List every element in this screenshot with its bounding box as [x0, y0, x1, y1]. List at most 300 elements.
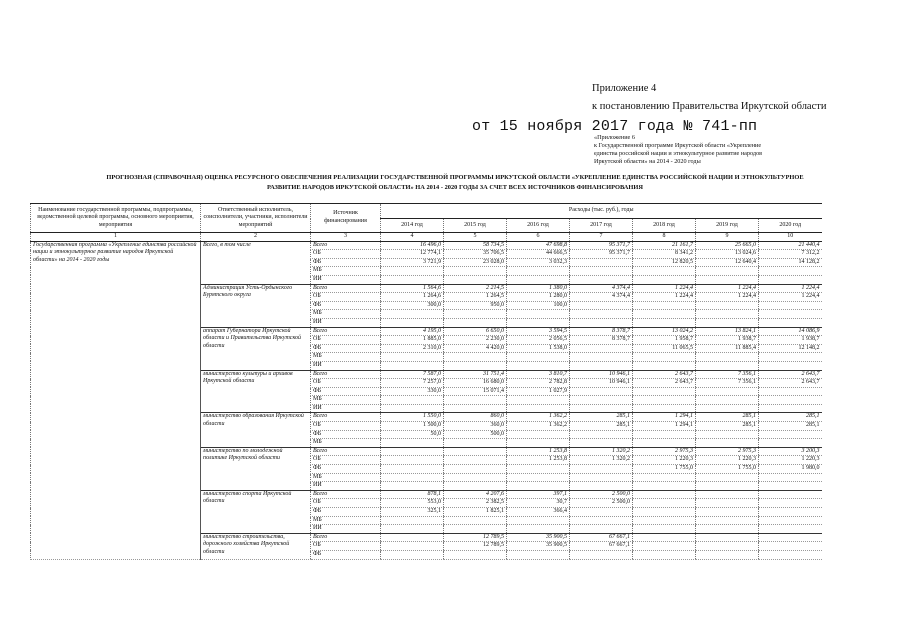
value-cell: 10 946,1	[570, 370, 633, 379]
value-cell	[444, 275, 507, 284]
value-cell	[570, 439, 633, 448]
value-cell: 7 587,0	[381, 370, 444, 379]
value-cell: 4 374,4	[570, 293, 633, 302]
value-cell: 397,1	[507, 490, 570, 499]
value-cell	[507, 482, 570, 491]
header-year: 2016 год	[507, 219, 570, 233]
value-cell: 12 774,1	[381, 250, 444, 259]
value-cell	[759, 508, 822, 517]
value-cell	[570, 482, 633, 491]
value-cell: 1 755,0	[633, 465, 696, 474]
value-cell	[444, 267, 507, 276]
value-cell	[444, 361, 507, 370]
source-cell: МБ	[311, 396, 381, 405]
value-cell	[381, 465, 444, 474]
value-cell: 1 362,2	[507, 413, 570, 422]
value-cell	[381, 516, 444, 525]
value-cell	[507, 275, 570, 284]
value-cell: 1 958,7	[633, 336, 696, 345]
value-cell	[759, 490, 822, 499]
value-cell	[507, 430, 570, 439]
value-cell	[633, 516, 696, 525]
value-cell	[696, 301, 759, 310]
value-cell: 1 320,2	[570, 456, 633, 465]
value-cell: 330,0	[381, 387, 444, 396]
column-number: 1	[31, 233, 201, 242]
value-cell: 1 538,0	[507, 344, 570, 353]
column-number: 4	[381, 233, 444, 242]
value-cell: 16 680,0	[444, 379, 507, 388]
value-cell	[507, 318, 570, 327]
value-cell	[696, 387, 759, 396]
value-cell: 1 938,7	[759, 336, 822, 345]
value-cell	[444, 550, 507, 559]
value-cell	[633, 353, 696, 362]
source-cell: Всего	[311, 447, 381, 456]
executor-cell: министерство образования Иркутской области	[201, 413, 311, 447]
value-cell	[570, 344, 633, 353]
value-cell	[633, 499, 696, 508]
value-cell	[444, 353, 507, 362]
value-cell: 8 378,7	[570, 327, 633, 336]
value-cell	[696, 533, 759, 542]
value-cell	[570, 258, 633, 267]
column-number: 5	[444, 233, 507, 242]
value-cell: 14 128,2	[759, 258, 822, 267]
value-cell: 30,7	[507, 499, 570, 508]
value-cell	[507, 550, 570, 559]
value-cell: 67 667,1	[570, 542, 633, 551]
value-cell	[444, 465, 507, 474]
source-cell: ФБ	[311, 465, 381, 474]
source-cell: ФБ	[311, 301, 381, 310]
value-cell: 2 975,3	[696, 447, 759, 456]
value-cell: 2 643,7	[759, 370, 822, 379]
value-cell	[381, 550, 444, 559]
executor-cell: министерство по молодежной политике Иркутской области	[201, 447, 311, 490]
value-cell: 35 900,5	[507, 533, 570, 542]
value-cell	[633, 430, 696, 439]
value-cell	[633, 533, 696, 542]
value-cell	[759, 533, 822, 542]
value-cell	[633, 550, 696, 559]
value-cell: 1 224,4	[759, 293, 822, 302]
value-cell: 8 341,2	[633, 250, 696, 259]
source-cell: ИИ	[311, 275, 381, 284]
value-cell: 2 643,7	[633, 379, 696, 388]
value-cell	[381, 456, 444, 465]
value-cell: 7 356,1	[696, 379, 759, 388]
value-cell: 285,1	[759, 413, 822, 422]
value-cell	[696, 275, 759, 284]
value-cell: 2 782,8	[507, 379, 570, 388]
executor-cell: министерство спорта Иркутской области	[201, 490, 311, 533]
value-cell	[759, 430, 822, 439]
value-cell	[570, 508, 633, 517]
value-cell: 11 885,4	[696, 344, 759, 353]
value-cell: 6 650,0	[444, 327, 507, 336]
value-cell: 1 564,6	[381, 284, 444, 293]
value-cell: 4 195,0	[381, 327, 444, 336]
value-cell	[381, 310, 444, 319]
value-cell: 10 946,1	[570, 379, 633, 388]
value-cell: 13 824,1	[696, 327, 759, 336]
value-cell	[381, 525, 444, 534]
source-cell: Всего	[311, 327, 381, 336]
value-cell	[759, 404, 822, 413]
header-expenses: Расходы (тыс. руб.), годы	[381, 204, 822, 219]
value-cell	[570, 404, 633, 413]
value-cell	[696, 550, 759, 559]
value-cell	[696, 353, 759, 362]
value-cell	[759, 396, 822, 405]
value-cell: 25 665,0	[696, 241, 759, 250]
value-cell	[444, 396, 507, 405]
value-cell: 100,0	[507, 301, 570, 310]
source-cell: ОБ	[311, 499, 381, 508]
value-cell: 300,0	[381, 301, 444, 310]
value-cell: 360,0	[444, 422, 507, 431]
source-cell: Всего	[311, 241, 381, 250]
value-cell: 14 086,9	[759, 327, 822, 336]
value-cell	[507, 465, 570, 474]
value-cell	[444, 482, 507, 491]
value-cell: 35 900,5	[507, 542, 570, 551]
value-cell	[633, 275, 696, 284]
value-cell: 1 500,0	[381, 422, 444, 431]
value-cell	[507, 439, 570, 448]
value-cell: 2 214,5	[444, 284, 507, 293]
value-cell: 1 294,1	[633, 422, 696, 431]
value-cell: 2 643,7	[633, 370, 696, 379]
value-cell: 1 380,0	[507, 284, 570, 293]
column-number: 9	[696, 233, 759, 242]
value-cell: 2 230,0	[444, 336, 507, 345]
value-cell: 1 320,2	[570, 447, 633, 456]
value-cell	[759, 353, 822, 362]
source-cell: ИИ	[311, 404, 381, 413]
executor-cell: Всего, в том числе	[201, 241, 311, 284]
value-cell: 12 789,5	[444, 533, 507, 542]
value-cell	[759, 439, 822, 448]
funding-table	[30, 203, 822, 560]
value-cell: 1 755,0	[696, 465, 759, 474]
value-cell	[696, 361, 759, 370]
value-cell	[759, 525, 822, 534]
source-cell: ОБ	[311, 456, 381, 465]
value-cell: 285,1	[696, 422, 759, 431]
value-cell	[444, 456, 507, 465]
value-cell: 1 224,4	[759, 284, 822, 293]
source-cell: ИИ	[311, 482, 381, 491]
value-cell	[570, 353, 633, 362]
value-cell: 2 643,7	[759, 379, 822, 388]
value-cell	[696, 310, 759, 319]
value-cell: 47 698,8	[507, 241, 570, 250]
source-cell: ОБ	[311, 336, 381, 345]
value-cell: 1 362,2	[507, 422, 570, 431]
value-cell	[759, 301, 822, 310]
value-cell: 7 356,1	[696, 370, 759, 379]
value-cell: 3 721,9	[381, 258, 444, 267]
source-cell: ИИ	[311, 318, 381, 327]
value-cell: 21 161,7	[633, 241, 696, 250]
value-cell: 31 751,4	[444, 370, 507, 379]
value-cell	[381, 404, 444, 413]
value-cell: 7 257,0	[381, 379, 444, 388]
value-cell: 16 496,0	[381, 241, 444, 250]
value-cell	[381, 318, 444, 327]
header-year: 2018 год	[633, 219, 696, 233]
source-cell: ОБ	[311, 422, 381, 431]
value-cell	[507, 404, 570, 413]
header-year: 2020 год	[759, 219, 822, 233]
value-cell	[381, 447, 444, 456]
value-cell: 1 224,4	[696, 293, 759, 302]
value-cell: 15 071,4	[444, 387, 507, 396]
value-cell: 1 938,7	[696, 336, 759, 345]
document-title-continued: РАЗВИТИЕ НАРОДОВ ИРКУТСКОЙ ОБЛАСТИ» НА 2014 - 2020 ГОДЫ ЗА СЧЕТ ВСЕХ ИСТОЧНИКОВ ФИНАНСИРОВАНИЯ	[267, 184, 643, 191]
value-cell	[696, 396, 759, 405]
value-cell	[759, 499, 822, 508]
header-funding-source: Источник финансирования	[311, 204, 381, 233]
header-year: 2014 год	[381, 219, 444, 233]
source-cell: МБ	[311, 516, 381, 525]
value-cell	[633, 310, 696, 319]
value-cell	[507, 353, 570, 362]
value-cell: 3 032,3	[507, 258, 570, 267]
value-cell	[444, 318, 507, 327]
value-cell: 285,1	[696, 413, 759, 422]
value-cell	[444, 516, 507, 525]
value-cell: 1 885,0	[381, 336, 444, 345]
value-cell: 1 220,3	[633, 456, 696, 465]
sub-appendix-line: Иркутской области» на 2014 - 2020 годы	[594, 158, 701, 165]
value-cell	[570, 301, 633, 310]
value-cell	[696, 542, 759, 551]
value-cell: 1 253,8	[507, 456, 570, 465]
value-cell	[570, 387, 633, 396]
value-cell	[570, 267, 633, 276]
value-cell	[633, 482, 696, 491]
value-cell: 58 734,5	[444, 241, 507, 250]
value-cell: 12 640,4	[696, 258, 759, 267]
value-cell: 12 820,5	[633, 258, 696, 267]
value-cell	[633, 301, 696, 310]
value-cell: 3 810,7	[507, 370, 570, 379]
value-cell: 285,1	[759, 422, 822, 431]
value-cell: 8 378,7	[570, 336, 633, 345]
header-year: 2017 год	[570, 219, 633, 233]
value-cell	[696, 430, 759, 439]
value-cell: 13 024,2	[633, 327, 696, 336]
value-cell	[633, 387, 696, 396]
value-cell: 13 024,6	[696, 250, 759, 259]
column-number: 3	[311, 233, 381, 242]
source-cell: ФБ	[311, 344, 381, 353]
value-cell	[507, 473, 570, 482]
value-cell	[507, 361, 570, 370]
sub-appendix-line: единства российской нации и этнокультурное развитие народов	[594, 150, 763, 157]
value-cell	[570, 473, 633, 482]
header-row	[31, 204, 822, 219]
value-cell	[759, 550, 822, 559]
value-cell: 35 706,5	[444, 250, 507, 259]
value-cell	[444, 404, 507, 413]
value-cell: 1 220,3	[696, 456, 759, 465]
value-cell	[759, 361, 822, 370]
value-cell: 1 280,0	[507, 293, 570, 302]
value-cell: 4 207,6	[444, 490, 507, 499]
value-cell	[759, 482, 822, 491]
value-cell: 1 224,4	[633, 284, 696, 293]
value-cell	[759, 387, 822, 396]
value-cell	[570, 310, 633, 319]
value-cell	[696, 482, 759, 491]
value-cell	[696, 499, 759, 508]
value-cell	[381, 482, 444, 491]
value-cell	[381, 361, 444, 370]
value-cell: 1 253,8	[507, 447, 570, 456]
value-cell: 23 028,0	[444, 258, 507, 267]
value-cell: 1 027,9	[507, 387, 570, 396]
value-cell	[570, 275, 633, 284]
value-cell	[381, 473, 444, 482]
value-cell: 285,1	[570, 413, 633, 422]
value-cell: 2 975,3	[633, 447, 696, 456]
value-cell	[381, 396, 444, 405]
sub-appendix-line: «Приложение 6	[594, 134, 635, 141]
source-cell: Всего	[311, 533, 381, 542]
value-cell: 12 148,2	[759, 344, 822, 353]
value-cell	[570, 516, 633, 525]
source-cell: Всего	[311, 490, 381, 499]
source-cell: МБ	[311, 353, 381, 362]
value-cell: 950,0	[444, 301, 507, 310]
source-cell: ФБ	[311, 387, 381, 396]
value-cell	[633, 396, 696, 405]
resolution-date: от 15 ноября 2017 года № 741-пп	[472, 118, 758, 135]
value-cell	[570, 525, 633, 534]
value-cell	[696, 439, 759, 448]
value-cell	[633, 542, 696, 551]
value-cell	[633, 439, 696, 448]
value-cell: 1 550,0	[381, 413, 444, 422]
source-cell: ФБ	[311, 550, 381, 559]
value-cell	[633, 508, 696, 517]
value-cell	[444, 473, 507, 482]
source-cell: ОБ	[311, 250, 381, 259]
value-cell: 1 224,4	[633, 293, 696, 302]
value-cell	[759, 516, 822, 525]
value-cell	[633, 525, 696, 534]
column-number-row	[31, 233, 822, 242]
value-cell: 2 056,5	[507, 336, 570, 345]
value-cell: 3 200,3	[759, 447, 822, 456]
value-cell: 12 789,5	[444, 542, 507, 551]
value-cell	[381, 275, 444, 284]
value-cell: 95 371,7	[570, 241, 633, 250]
value-cell: 1 264,5	[444, 293, 507, 302]
value-cell: 4 420,0	[444, 344, 507, 353]
table-row	[31, 241, 822, 250]
value-cell	[381, 533, 444, 542]
header-program-name: Наименование государственной программы, подпрограммы, ведомственной целевой программы, основного мероприятия, мероприятия	[31, 204, 201, 233]
value-cell	[381, 542, 444, 551]
value-cell: 1 220,3	[759, 456, 822, 465]
value-cell	[570, 465, 633, 474]
value-cell	[507, 310, 570, 319]
value-cell	[507, 516, 570, 525]
value-cell: 11 065,5	[633, 344, 696, 353]
source-cell: ОБ	[311, 293, 381, 302]
value-cell: 4 374,4	[570, 284, 633, 293]
value-cell	[633, 318, 696, 327]
source-cell: Всего	[311, 284, 381, 293]
value-cell	[507, 267, 570, 276]
resolution-reference: к постановлению Правительства Иркутской области	[592, 101, 827, 112]
value-cell	[444, 310, 507, 319]
value-cell	[696, 267, 759, 276]
value-cell	[696, 525, 759, 534]
value-cell: 95 371,7	[570, 250, 633, 259]
source-cell: ФБ	[311, 430, 381, 439]
value-cell: 500,0	[444, 430, 507, 439]
executor-cell: Администрация Усть-Ордынского Бурятского округа	[201, 284, 311, 327]
value-cell	[696, 473, 759, 482]
column-number: 7	[570, 233, 633, 242]
value-cell: 3 594,5	[507, 327, 570, 336]
executor-cell: аппарат Губернатора Иркутской области и Правительства Иркутской области	[201, 327, 311, 370]
value-cell: 1 294,1	[633, 413, 696, 422]
value-cell	[633, 404, 696, 413]
value-cell: 2 310,0	[381, 344, 444, 353]
value-cell: 21 440,4	[759, 241, 822, 250]
value-cell	[507, 396, 570, 405]
sub-appendix-line: к Государственной программе Иркутской области «Укрепление	[594, 142, 762, 149]
source-cell: ИИ	[311, 525, 381, 534]
value-cell: 325,1	[381, 508, 444, 517]
source-cell: Всего	[311, 413, 381, 422]
executor-cell: министерство строительства, дорожного хозяйства Иркутской области	[201, 533, 311, 559]
column-number: 6	[507, 233, 570, 242]
header-year: 2019 год	[696, 219, 759, 233]
value-cell	[381, 439, 444, 448]
column-number: 2	[201, 233, 311, 242]
source-cell: МБ	[311, 310, 381, 319]
value-cell	[633, 490, 696, 499]
value-cell	[444, 447, 507, 456]
source-cell: ОБ	[311, 542, 381, 551]
value-cell: 44 666,5	[507, 250, 570, 259]
appendix-number: Приложение 4	[592, 83, 657, 94]
source-cell: МБ	[311, 267, 381, 276]
value-cell	[759, 318, 822, 327]
value-cell: 1 224,4	[696, 284, 759, 293]
value-cell	[759, 542, 822, 551]
column-number: 10	[759, 233, 822, 242]
value-cell: 860,0	[444, 413, 507, 422]
value-cell: 1 825,1	[444, 508, 507, 517]
value-cell	[696, 404, 759, 413]
value-cell	[696, 508, 759, 517]
value-cell: 878,1	[381, 490, 444, 499]
source-cell: МБ	[311, 439, 381, 448]
value-cell: 2 382,5	[444, 499, 507, 508]
value-cell: 7 312,2	[759, 250, 822, 259]
value-cell: 1 264,6	[381, 293, 444, 302]
value-cell	[570, 430, 633, 439]
